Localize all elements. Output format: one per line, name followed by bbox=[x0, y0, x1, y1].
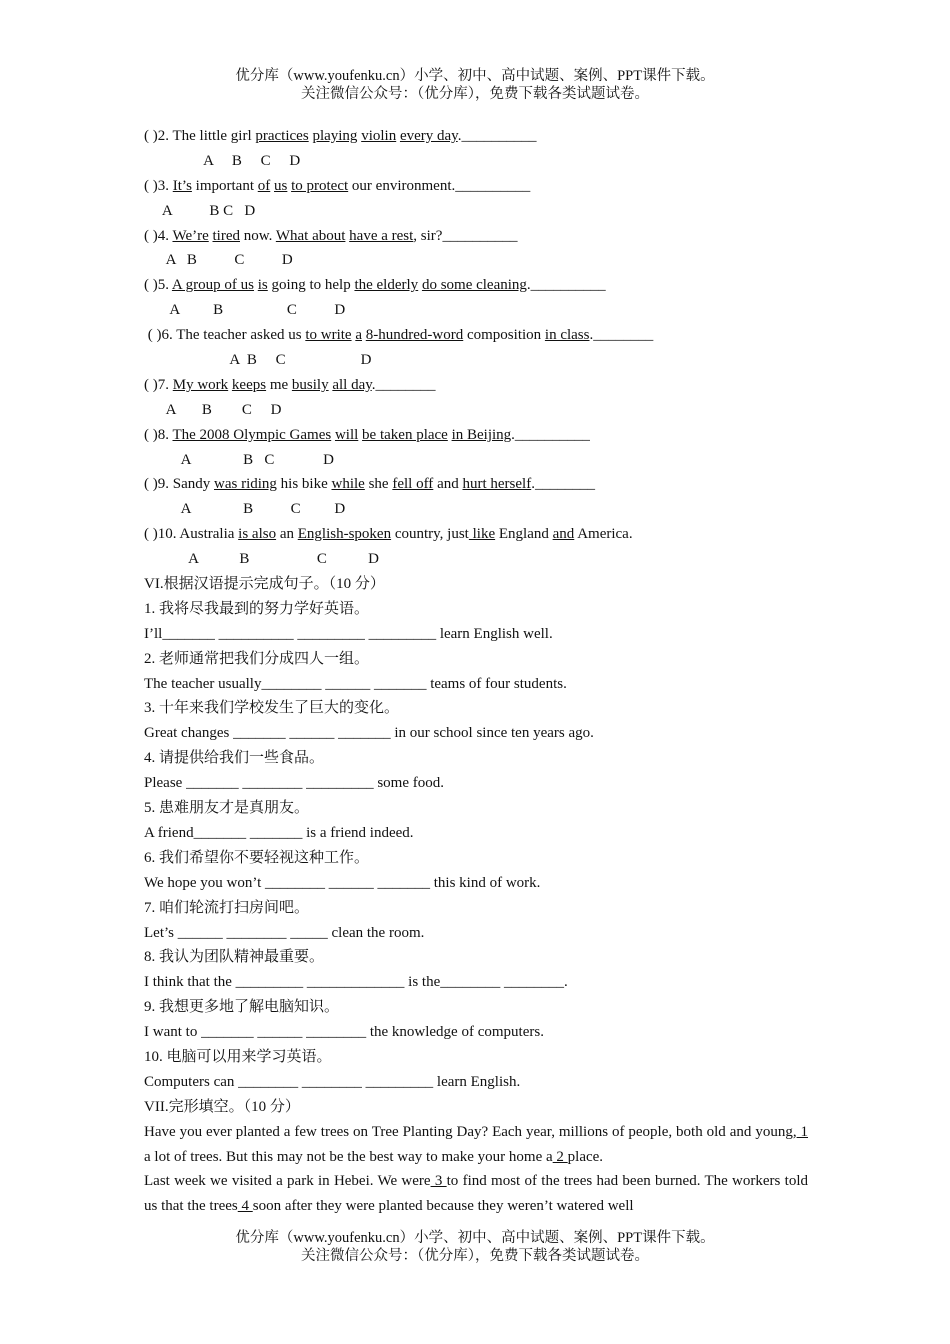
question-2-letters: A B C D bbox=[144, 152, 301, 169]
option-c: violin bbox=[361, 128, 397, 144]
option-a: A group of us bbox=[171, 277, 255, 294]
page-footer bbox=[0, 1229, 950, 1265]
question-5: ( )5. A group of us is going to help the elderly do some cleaning.__________ bbox=[144, 277, 606, 294]
header-line-2: 关注微信公众号：（优分库），免费下载各类试题试卷。 bbox=[301, 86, 649, 102]
question-6-letters: A B C D bbox=[144, 352, 372, 369]
question-10: ( )10. Australia is also an English-spoken country, just like England and America. bbox=[144, 526, 633, 543]
s6-item-1-en: I’ll_______ __________ _________ _________ learn English well. bbox=[144, 625, 553, 642]
question-9: ( )9. Sandy was riding his bike while she fell off and hurt herself.________ bbox=[144, 476, 595, 493]
option-b: tired bbox=[212, 227, 240, 244]
question-4-letters: A B C D bbox=[144, 252, 293, 269]
option-a: It’s bbox=[172, 177, 192, 194]
s6-item-7-en: Let’s ______ ________ _____ clean the room. bbox=[144, 924, 425, 941]
footer-line-1: 优分库（www.youfenku.cn）小学、初中、高中试题、案例、PPT课件下载。 bbox=[235, 1230, 715, 1246]
option-c: fell off bbox=[392, 476, 434, 493]
option-a: to write bbox=[305, 327, 352, 344]
s6-item-8-cn: 8. 我认为团队精神最重要。 bbox=[144, 949, 325, 966]
s6-item-3-cn: 3. 十年来我们学校发生了巨大的变化。 bbox=[144, 700, 400, 717]
option-d: and bbox=[552, 526, 575, 543]
option-b: playing bbox=[312, 128, 358, 144]
question-5-letters: A B C D bbox=[144, 302, 346, 319]
cloze-paragraph-1: Have you ever planted a few trees on Tree Planting Day? Each year, millions of people, both old and young, 1 a lot of trees. But this may not be the best way to make your home a 2 place. bbox=[144, 1123, 809, 1165]
option-b: keeps bbox=[231, 376, 267, 393]
s6-item-10-en: Computers can ________ ________ _________ learn English. bbox=[144, 1073, 521, 1090]
s6-item-5-cn: 5. 患难朋友才是真朋友。 bbox=[144, 800, 310, 817]
option-d: in Beijing bbox=[451, 426, 512, 443]
page-header bbox=[0, 67, 950, 103]
option-d: all day bbox=[332, 376, 372, 393]
option-a: was riding bbox=[214, 476, 277, 493]
answer-blank: .________ bbox=[589, 327, 654, 344]
question-9-letters: A B C D bbox=[144, 501, 346, 518]
answer-blank: our environment.__________ bbox=[348, 177, 531, 194]
option-d: hurt herself bbox=[462, 476, 532, 493]
s6-item-3-en: Great changes _______ ______ _______ in our school since ten years ago. bbox=[144, 725, 594, 742]
question-2: ( )2. The little girl practices playing violin every day.__________ bbox=[144, 128, 537, 144]
cloze-paragraph-2: Last week we visited a park in Hebei. We were 3 to find most of the trees had been burned. The workers told us that the trees 4 soon after they were planted because they weren’t watered well bbox=[144, 1173, 808, 1215]
option-a: The 2008 Olympic Games bbox=[172, 426, 332, 443]
option-b: while bbox=[331, 476, 365, 493]
s6-item-9-cn: 9. 我想更多地了解电脑知识。 bbox=[144, 999, 340, 1016]
option-d: have a rest bbox=[349, 227, 414, 244]
section-7-title: VII.完形填空。（10 分） bbox=[144, 1098, 300, 1115]
option-c: be taken place bbox=[362, 426, 448, 443]
option-b: will bbox=[334, 426, 359, 443]
s6-item-6-en: We hope you won’t ________ ______ _______ this kind of work. bbox=[144, 874, 541, 891]
s6-item-1-cn: 1. 我将尽我最到的努力学好英语。 bbox=[144, 600, 370, 617]
option-b: a bbox=[355, 327, 362, 344]
option-c: 8-hundred-word bbox=[365, 327, 464, 344]
question-4: ( )4. We’re tired now. What about have a rest, sir?__________ bbox=[144, 227, 518, 244]
s6-item-5-en: A friend_______ _______ is a friend indeed. bbox=[144, 824, 414, 841]
section-6-title: VI.根据汉语提示完成句子。（10 分） bbox=[144, 576, 385, 593]
s6-item-7-cn: 7. 咱们轮流打扫房间吧。 bbox=[144, 899, 310, 916]
option-c: us bbox=[274, 177, 288, 194]
option-d: in class bbox=[544, 327, 590, 344]
cloze-blank-1: 1 bbox=[796, 1123, 809, 1140]
option-d: do some cleaning bbox=[421, 277, 527, 294]
answer-blank: .________ bbox=[371, 376, 436, 393]
s6-item-2-en: The teacher usually________ ______ _______ teams of four students. bbox=[144, 675, 567, 692]
s6-item-2-cn: 2. 老师通常把我们分成四人一组。 bbox=[144, 650, 370, 667]
option-b: English-spoken bbox=[297, 526, 392, 543]
answer-blank: , sir?__________ bbox=[413, 227, 518, 244]
s6-item-6-cn: 6. 我们希望你不要轻视这种工作。 bbox=[144, 849, 370, 866]
s6-item-10-cn: 10. 电脑可以用来学习英语。 bbox=[144, 1048, 332, 1065]
header-line-1: 优分库（www.youfenku.cn）小学、初中、高中试题、案例、PPT课件下载。 bbox=[235, 68, 715, 84]
answer-blank: .________ bbox=[531, 476, 595, 493]
question-3-letters: A B C D bbox=[144, 202, 256, 219]
answer-blank: .__________ bbox=[526, 277, 606, 294]
s6-item-4-cn: 4. 请提供给我们一些食品。 bbox=[144, 750, 325, 767]
option-d: every day bbox=[399, 128, 458, 144]
option-c: What about bbox=[275, 227, 346, 244]
option-c: like bbox=[468, 526, 496, 543]
footer-line-2: 关注微信公众号：（优分库），免费下载各类试题试卷。 bbox=[301, 1248, 649, 1264]
s6-item-9-en: I want to _______ ______ ________ the knowledge of computers. bbox=[144, 1024, 544, 1041]
question-7: ( )7. My work keeps me busily all day.________ bbox=[144, 376, 436, 393]
question-6: ( )6. The teacher asked us to write a 8-hundred-word composition in class.________ bbox=[144, 327, 654, 344]
question-3: ( )3. It’s important of us to protect our environment.__________ bbox=[144, 177, 531, 194]
cloze-blank-2: 2 bbox=[552, 1148, 568, 1165]
cloze-blank-3: 3 bbox=[430, 1173, 447, 1190]
option-b: of bbox=[257, 177, 271, 194]
question-10-letters: A B C D bbox=[144, 551, 380, 568]
s6-item-8-en: I think that the _________ _____________ is the________ ________. bbox=[144, 974, 568, 991]
option-c: the elderly bbox=[354, 277, 419, 294]
question-8-letters: A B C D bbox=[144, 451, 335, 468]
option-a: is also bbox=[238, 526, 277, 543]
option-a: We’re bbox=[172, 227, 209, 244]
cloze-blank-4: 4 bbox=[237, 1198, 253, 1215]
answer-blank: .__________ bbox=[457, 128, 537, 144]
option-c: busily bbox=[291, 376, 329, 393]
question-7-letters: A B C D bbox=[144, 401, 282, 418]
option-a: practices bbox=[255, 128, 309, 144]
option-a: My work bbox=[172, 376, 229, 393]
option-d: to protect bbox=[291, 177, 349, 194]
answer-blank: .__________ bbox=[511, 426, 590, 443]
option-b: is bbox=[257, 277, 268, 294]
s6-item-4-en: Please _______ ________ _________ some food. bbox=[144, 775, 444, 792]
exam-content bbox=[144, 124, 808, 1219]
question-8: ( )8. The 2008 Olympic Games will be taken place in Beijing.__________ bbox=[144, 426, 590, 443]
